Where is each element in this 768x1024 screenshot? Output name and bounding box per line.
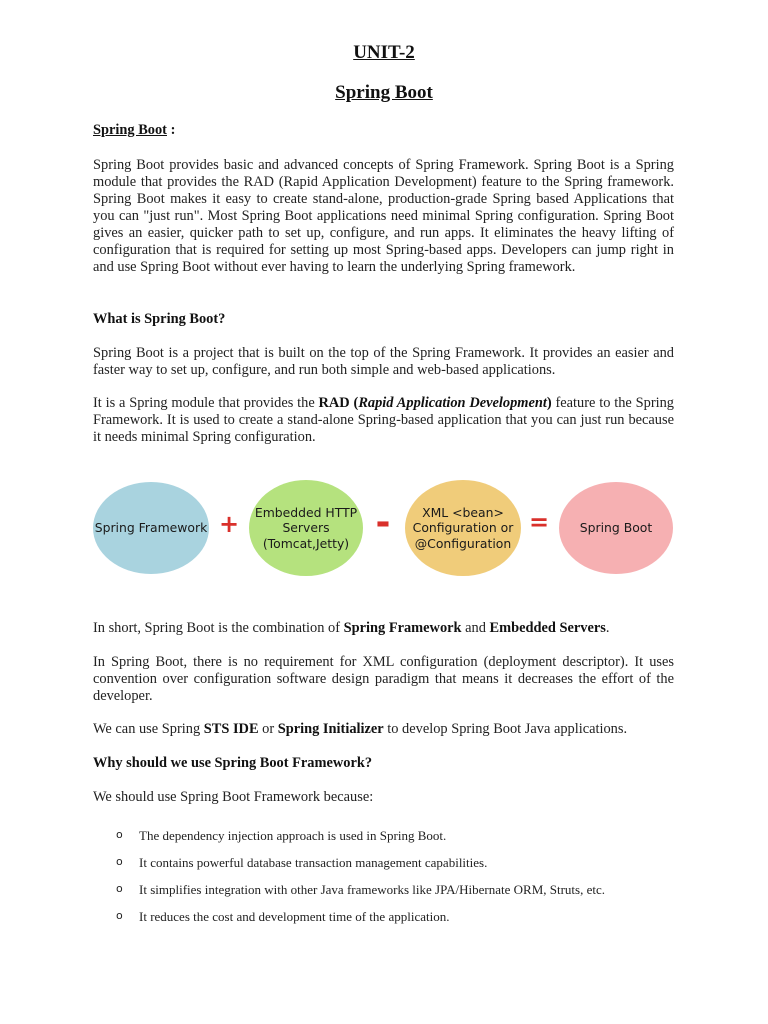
embedded-label-line-1: Embedded HTTP <box>254 504 358 520</box>
intro-colon: : <box>166 122 176 138</box>
list-item <box>116 909 676 927</box>
embedded-servers-ellipse <box>249 480 363 576</box>
short-paragraph <box>93 620 674 637</box>
unit-title: UNIT-2 <box>353 42 415 63</box>
spring-framework-ellipse <box>93 482 209 574</box>
xml-paragraph: In Spring Boot, there is no requirement for XML configuration (deployment descriptor). It uses convention over configuration software design paradigm that means it decreases the effort of the developer. <box>93 654 674 704</box>
tools-bold-2: Spring Initializer <box>277 721 384 737</box>
bullet-marker-icon: o <box>116 882 123 895</box>
list-item-text: It simplifies integration with other Java frameworks like JPA/Hibernate ORM, Struts, etc. <box>139 882 605 897</box>
spring-framework-label: Spring Framework <box>94 520 208 536</box>
minus-operator: - <box>375 502 391 543</box>
short-text-a: In short, Spring Boot is the combination of <box>93 620 344 636</box>
xml-label-line-3: @Configuration <box>414 535 512 551</box>
bullet-marker-icon: o <box>116 828 123 841</box>
p2-text-a: It is a Spring module that provides the <box>93 395 319 411</box>
equals-operator: = <box>528 508 550 536</box>
list-item <box>116 882 676 900</box>
p2-close: ) <box>546 395 552 411</box>
p2-open: ( <box>349 395 359 411</box>
list-item <box>116 855 676 873</box>
xml-configuration-ellipse <box>405 480 521 576</box>
why-heading: Why should we use Spring Boot Framework? <box>93 755 373 771</box>
why-intro: We should use Spring Boot Framework because: <box>93 789 374 805</box>
short-end: . <box>605 620 610 636</box>
bullet-marker-icon: o <box>116 855 123 868</box>
short-bold-1: Spring Framework <box>343 620 462 636</box>
tools-or: or <box>258 721 278 737</box>
tools-end: to develop Spring Boot Java applications. <box>383 721 628 737</box>
tools-paragraph <box>93 721 674 738</box>
spring-boot-equation-diagram <box>93 480 675 576</box>
p2-italic: Rapid Application Development <box>358 395 547 411</box>
list-item-text: The dependency injection approach is used in Spring Boot. <box>139 828 447 843</box>
intro-heading <box>93 122 674 139</box>
p2-rad: RAD <box>318 395 350 411</box>
plus-operator: + <box>218 510 240 538</box>
list-item-text: It contains powerful database transaction management capabilities. <box>139 855 488 870</box>
bullet-marker-icon: o <box>116 909 123 922</box>
p2-text-b: feature to the Spring Framework. It is used to create a stand-alone Spring-based application that you can just run because it needs minimal Spring configuration. <box>93 395 675 445</box>
spring-boot-ellipse <box>559 482 673 574</box>
what-paragraph-2 <box>93 395 674 446</box>
what-heading: What is Spring Boot? <box>93 311 226 327</box>
page-title: Spring Boot <box>335 82 433 103</box>
spring-boot-label: Spring Boot <box>579 520 653 536</box>
xml-label-line-1: XML <bean> <box>422 504 504 520</box>
short-and: and <box>461 620 490 636</box>
short-bold-2: Embedded Servers <box>489 620 606 636</box>
intro-paragraph: Spring Boot provides basic and advanced concepts of Spring Framework. Spring Boot is a Spring module that provides the RAD (Rapid Application Development) feature to the Spring framework. Spring Boot makes it easy to create stand-alone, production-grade Spring based Applications that you can "just run". Most Spring Boot applications need minimal Spring configuration. Spring Boot gives an easier, quicker path to set up, configure, and run apps. It eliminates the heavy lifting of configuration that is required for setting up most Spring-based apps. Developers can jump right in and use Spring Boot without ever having to learn the underlying Spring framework. <box>93 157 674 275</box>
intro-label: Spring Boot <box>93 122 167 138</box>
what-paragraph-1: Spring Boot is a project that is built on the top of the Spring Framework. It provides an easier and faster way to set up, configure, and run both simple and web-based applications. <box>93 345 674 378</box>
tools-text-a: We can use Spring <box>93 721 204 737</box>
embedded-label-line-2: Servers <box>282 520 330 536</box>
list-item <box>116 828 676 846</box>
list-item-text: It reduces the cost and development time of the application. <box>139 909 450 924</box>
xml-label-line-2: Configuration or <box>412 520 514 536</box>
tools-bold-1: STS IDE <box>203 721 259 737</box>
embedded-label-line-3: (Tomcat,Jetty) <box>262 535 350 551</box>
